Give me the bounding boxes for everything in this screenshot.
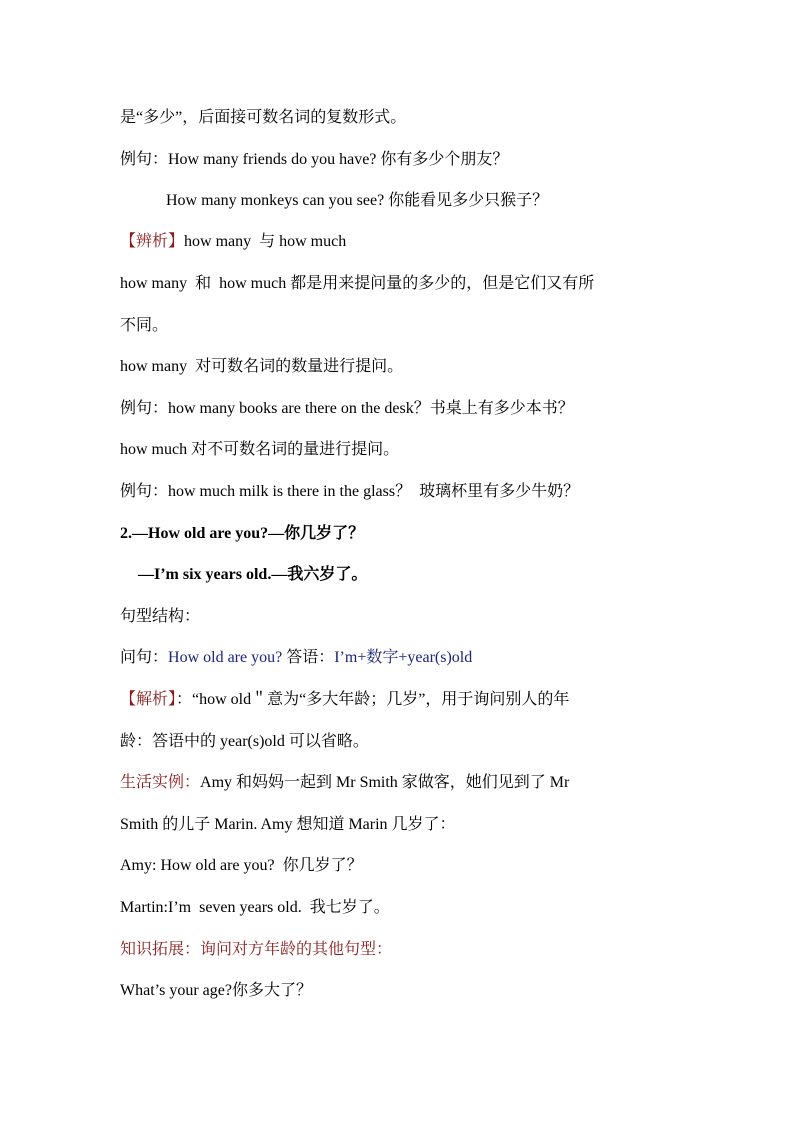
pattern-line bbox=[120, 648, 472, 668]
line-text: —I’m six years old.—我六岁了。 bbox=[138, 566, 368, 583]
line-text: 例句：how much milk is there in the glass？ 玻璃杯里有多少牛奶？ bbox=[120, 483, 580, 500]
line-text: Amy: How old are you? 你几岁了？ bbox=[120, 857, 363, 874]
sentence-heading bbox=[120, 524, 364, 544]
text-line bbox=[120, 440, 399, 460]
line-text: What’s your age?你多大了？ bbox=[120, 982, 312, 999]
line-text: 2.—How old are you?—你几岁了？ bbox=[120, 525, 365, 542]
line-text: how many 与 how much bbox=[184, 233, 347, 250]
example-line bbox=[166, 191, 548, 211]
text-line bbox=[120, 316, 168, 336]
line-text: 是“多少”，后面接可数名词的复数形式。 bbox=[120, 109, 407, 126]
section-tag: 生活实例： bbox=[120, 774, 201, 791]
line-text: 询问对方年龄的其他句型： bbox=[200, 941, 393, 958]
example-line bbox=[120, 482, 579, 502]
text-line bbox=[120, 357, 403, 377]
line-text: ：“how old＂意为“多大年龄；几岁”，用于询问别人的年 bbox=[176, 691, 570, 708]
example-intro-line bbox=[120, 773, 569, 793]
example-line bbox=[120, 399, 574, 419]
line-text: how many 和 how much 都是用来提问量的多少的，但是它们又有所 bbox=[120, 275, 595, 292]
analysis-line bbox=[120, 690, 569, 710]
analysis-heading bbox=[120, 232, 346, 252]
line-text: 问句： bbox=[120, 649, 169, 666]
section-tag: 【解析】 bbox=[120, 691, 177, 708]
line-text: Martin:I’m seven years old. 我七岁了。 bbox=[120, 899, 390, 916]
line-text: 句型结构： bbox=[120, 608, 201, 625]
question-pattern: How old are you? bbox=[168, 649, 283, 666]
line-text: How many monkeys can you see? 你能看见多少只猴子？ bbox=[166, 192, 549, 209]
text-line bbox=[120, 981, 312, 1001]
line-text: 答语： bbox=[282, 649, 335, 666]
line-text: Amy 和妈妈一起到 Mr Smith 家做客，她们见到了 Mr bbox=[200, 774, 570, 791]
section-tag: 【辨析】 bbox=[120, 233, 185, 250]
text-line bbox=[120, 607, 200, 627]
example-line bbox=[120, 150, 508, 170]
line-text: Smith 的儿子 Marin. Amy 想知道 Marin 几岁了： bbox=[120, 816, 456, 833]
extension-line bbox=[120, 940, 392, 960]
section-tag: 知识拓展： bbox=[120, 941, 201, 958]
sentence-heading bbox=[138, 565, 367, 585]
line-text: 龄：答语中的 year(s)old 可以省略。 bbox=[120, 733, 369, 750]
text-line bbox=[120, 732, 369, 752]
line-text: how much 对不可数名词的量进行提问。 bbox=[120, 441, 400, 458]
text-line bbox=[120, 108, 406, 128]
line-text: 例句：how many books are there on the desk？书桌上有多少本书？ bbox=[120, 400, 574, 417]
text-line bbox=[120, 274, 594, 294]
dialog-line bbox=[120, 856, 363, 876]
text-line bbox=[120, 815, 456, 835]
line-text: how many 对可数名词的数量进行提问。 bbox=[120, 358, 404, 375]
dialog-line bbox=[120, 898, 390, 918]
line-text: 不同。 bbox=[120, 317, 169, 334]
answer-pattern: I’m+数字+year(s)old bbox=[334, 649, 473, 666]
line-text: 例句：How many friends do you have? 你有多少个朋友？ bbox=[120, 151, 509, 168]
